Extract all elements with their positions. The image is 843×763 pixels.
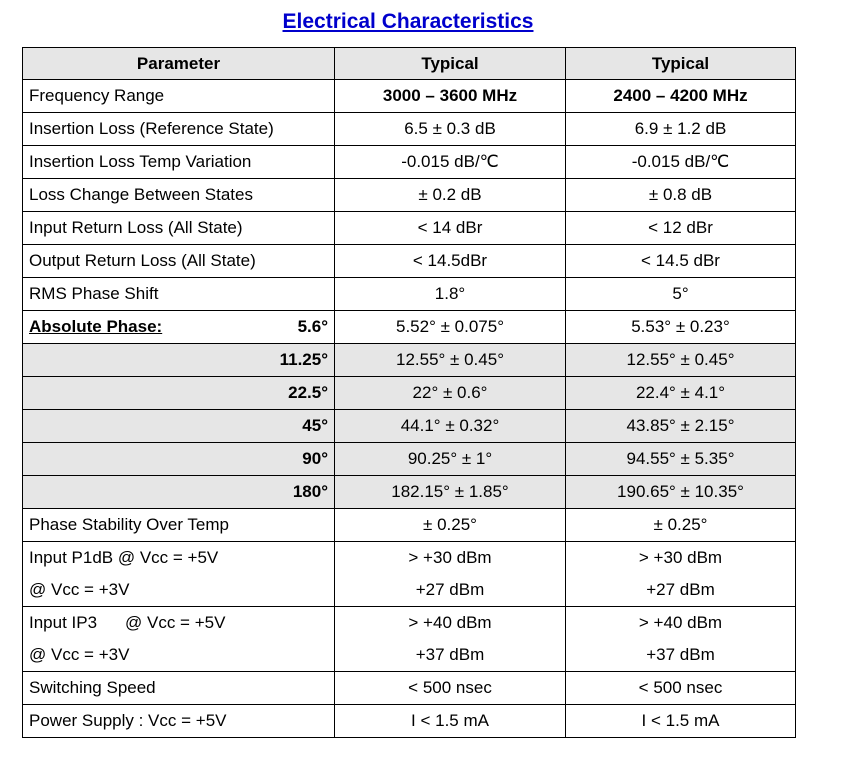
row-label: Input P1dB @ Vcc = +5V xyxy=(23,542,335,575)
row-label: @ Vcc = +3V xyxy=(23,639,335,672)
header-typical-2: Typical xyxy=(566,48,796,80)
characteristics-table xyxy=(22,47,796,738)
table-row xyxy=(23,146,796,179)
row-value: 94.55° ± 5.35° xyxy=(566,443,796,476)
header-parameter: Parameter xyxy=(23,48,335,80)
row-value: 190.65° ± 10.35° xyxy=(566,476,796,509)
row-value: 5.53° ± 0.23° xyxy=(566,311,796,344)
row-label: Insertion Loss Temp Variation xyxy=(23,146,335,179)
table-row xyxy=(23,212,796,245)
row-value: 2400 – 4200 MHz xyxy=(566,80,796,113)
phase-state: 45° xyxy=(23,410,335,443)
row-value: 22° ± 0.6° xyxy=(335,377,566,410)
table-row xyxy=(23,377,796,410)
table-header-row xyxy=(23,48,796,80)
row-value: 12.55° ± 0.45° xyxy=(566,344,796,377)
row-value: 6.9 ± 1.2 dB xyxy=(566,113,796,146)
row-value: -0.015 dB/℃ xyxy=(335,146,566,179)
row-value: ± 0.25° xyxy=(335,509,566,542)
row-value: < 500 nsec xyxy=(335,672,566,705)
phase-state: 5.6° xyxy=(297,317,328,336)
row-value: I < 1.5 mA xyxy=(566,705,796,738)
row-value: 43.85° ± 2.15° xyxy=(566,410,796,443)
phase-state: 11.25° xyxy=(23,344,335,377)
row-label: RMS Phase Shift xyxy=(23,278,335,311)
row-value: < 14.5 dBr xyxy=(566,245,796,278)
phase-state: 90° xyxy=(23,443,335,476)
row-value: < 14 dBr xyxy=(335,212,566,245)
table-row xyxy=(23,179,796,212)
row-label: Phase Stability Over Temp xyxy=(23,509,335,542)
table-row xyxy=(23,344,796,377)
row-value: 6.5 ± 0.3 dB xyxy=(335,113,566,146)
row-value: I < 1.5 mA xyxy=(335,705,566,738)
row-value: 1.8° xyxy=(335,278,566,311)
row-value: +37 dBm xyxy=(335,639,566,672)
row-value: 44.1° ± 0.32° xyxy=(335,410,566,443)
table-row xyxy=(23,311,796,344)
row-value: ± 0.25° xyxy=(566,509,796,542)
row-label: Switching Speed xyxy=(23,672,335,705)
table-row xyxy=(23,113,796,146)
row-label: Input IP3 xyxy=(29,613,98,632)
row-label: Insertion Loss (Reference State) xyxy=(23,113,335,146)
absolute-phase-label: Absolute Phase: xyxy=(29,317,163,336)
ip3-cell xyxy=(23,607,335,640)
row-value: 3000 – 3600 MHz xyxy=(335,80,566,113)
row-label: Input Return Loss (All State) xyxy=(23,212,335,245)
row-label: Power Supply : Vcc = +5V xyxy=(23,705,335,738)
row-value: +27 dBm xyxy=(566,574,796,607)
row-value: 22.4° ± 4.1° xyxy=(566,377,796,410)
table-row xyxy=(23,410,796,443)
row-value: > +30 dBm xyxy=(335,542,566,575)
table-row xyxy=(23,80,796,113)
header-typical-1: Typical xyxy=(335,48,566,80)
row-value: +27 dBm xyxy=(335,574,566,607)
row-value: > +40 dBm xyxy=(566,607,796,640)
row-label: Frequency Range xyxy=(23,80,335,113)
table-row xyxy=(23,672,796,705)
row-value: ± 0.2 dB xyxy=(335,179,566,212)
table-row xyxy=(23,476,796,509)
row-value: 182.15° ± 1.85° xyxy=(335,476,566,509)
row-value: < 500 nsec xyxy=(566,672,796,705)
row-value: 5.52° ± 0.075° xyxy=(335,311,566,344)
table-row xyxy=(23,245,796,278)
page-title: Electrical Characteristics xyxy=(282,10,534,33)
row-value: > +40 dBm xyxy=(335,607,566,640)
row-value: ± 0.8 dB xyxy=(566,179,796,212)
table-row xyxy=(23,443,796,476)
row-value: 12.55° ± 0.45° xyxy=(335,344,566,377)
table-row xyxy=(23,607,796,640)
row-value: -0.015 dB/℃ xyxy=(566,146,796,179)
table-row xyxy=(23,278,796,311)
table-row xyxy=(23,639,796,672)
table-row xyxy=(23,542,796,575)
phase-state: 22.5° xyxy=(23,377,335,410)
row-value: +37 dBm xyxy=(566,639,796,672)
row-label: @ Vcc = +3V xyxy=(23,574,335,607)
absolute-phase-cell xyxy=(23,311,335,344)
row-value: < 14.5dBr xyxy=(335,245,566,278)
table-row xyxy=(23,705,796,738)
row-value: 5° xyxy=(566,278,796,311)
phase-state: 180° xyxy=(23,476,335,509)
row-value: < 12 dBr xyxy=(566,212,796,245)
table-row xyxy=(23,574,796,607)
row-label: Output Return Loss (All State) xyxy=(23,245,335,278)
row-value: > +30 dBm xyxy=(566,542,796,575)
row-label: Loss Change Between States xyxy=(23,179,335,212)
table-row xyxy=(23,509,796,542)
row-condition: @ Vcc = +5V xyxy=(125,613,226,632)
row-value: 90.25° ± 1° xyxy=(335,443,566,476)
